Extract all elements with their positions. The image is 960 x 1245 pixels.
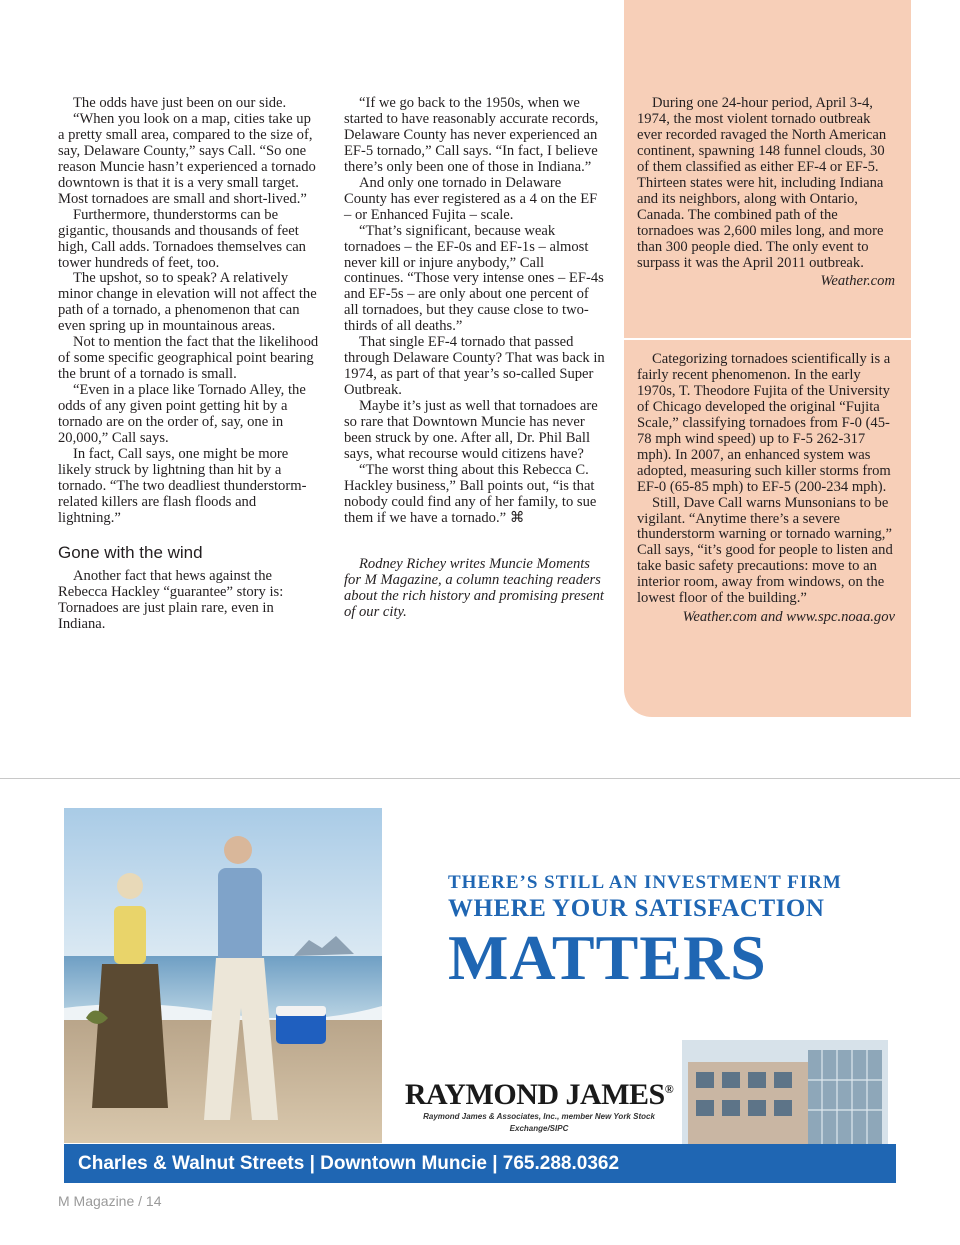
sidebar-block-fujita-scale	[637, 352, 895, 626]
ad-headline-matters: MATTERS	[448, 922, 767, 993]
ad-headline-line-2: WHERE YOUR SATISFACTION	[448, 895, 825, 922]
paragraph: That single EF-4 tornado that passed through Delaware County? That was back in 1974, as part of that year’s so-called Super Outbreak.	[344, 334, 605, 399]
paragraph: Not to mention the fact that the likelihood of some specific geographical point bearing the brunt of a tornado is small.	[58, 334, 319, 383]
sidebar-box	[624, 0, 911, 717]
paragraph: “The worst thing about this Rebecca C. Hackley business,” Ball points out, “is that nobody could find any of her family, to sue them if we have a tornado.” ⌘	[344, 461, 597, 526]
page-footer: M Magazine / 14	[58, 1193, 162, 1209]
sidebar-divider	[624, 338, 911, 340]
author-byline: Rodney Richey writes Muncie Moments for M Magazine, a column teaching readers about the rich history and promising present of our city.	[344, 555, 604, 620]
paragraph: In fact, Call says, one might be more likely struck by lightning than hit by a tornado. “The two deadliest thunderstorm-related killers are flash floods and lightning.”	[58, 445, 307, 526]
ad-contact-bar: Charles & Walnut Streets | Downtown Muncie | 765.288.0362	[64, 1144, 896, 1183]
sidebar-paragraph: Categorizing tornadoes scientifically is a fairly recent phenomenon. In the early 1970s, T. Theodore Fujita of the University of Chicago developed the original “Fujita Scale,” classifying tornadoes from F-0 (45-78 mph wind speed) up to F-5 262-317 mph). In 2007, an enhanced system was adopted, measuring such killer storms from EF-0 (65-85 mph) to EF-5 (200-234 mph).	[637, 351, 891, 495]
raymond-james-logo	[394, 1073, 684, 1135]
sidebar-paragraph: During one 24-hour period, April 3-4, 1974, the most violent tornado outbreak ever recorded ravaged the North American continent, spawning 148 funnel clouds, 30 of them classified as either EF-4 or EF-5. Thirteen states were hit, including Indiana and its neighbors, along with Ontario, Canada. The combined path of the tornadoes was 2,600 miles long, and more than 300 people died. The only event to surpass it was the April 2011 outbreak.	[637, 95, 887, 271]
ad-headline-line-1: THERE’S STILL AN INVESTMENT FIRM	[448, 872, 842, 893]
paragraph: The odds have just been on our side.	[73, 95, 287, 111]
sidebar-block-super-outbreak	[637, 96, 895, 290]
paragraph: “When you look on a map, cities take up a pretty small area, compared to the size of, say, Delaware County,” says Call. “So one reason Muncie hasn’t experienced a tornado downtown is that it is a very small target. Most tornadoes are small and short-lived.”	[58, 110, 316, 207]
brand-subline: Raymond James & Associates, Inc., member New York Stock Exchange/SIPC	[423, 1112, 655, 1133]
ad-headline	[448, 872, 848, 992]
paragraph: “Even in a place like Tornado Alley, the odds of any given point getting hit by a tornado are on the order of, say, one in 20,000,” Call says.	[58, 382, 306, 447]
office-building-illustration	[682, 1040, 888, 1144]
paragraph: And only one tornado in Delaware County has ever registered as a 4 on the EF – or Enhanced Fujita – scale.	[344, 174, 598, 223]
paragraph: The upshot, so to speak? A relatively minor change in elevation will not affect the path of a tornado, a phenomenon that can even spring up in mountainous areas.	[58, 270, 317, 335]
paragraph: Maybe it’s just as well that tornadoes are so rare that Downtown Muncie has never been struck by one. After all, Dr. Phil Ball says, what recourse would citizens have?	[344, 398, 598, 462]
sidebar-source: Weather.com and www.spc.noaa.gov	[682, 609, 895, 626]
page-divider	[0, 778, 960, 779]
section-subhead: Gone with the wind	[58, 542, 203, 562]
sidebar-paragraph: Still, Dave Call warns Munsonians to be vigilant. “Anytime there’s a severe thunderstorm warning or tornado warning,” Call says, “it’s good for people to listen and take basic safety precautions: move to an interior room, away from windows, on the lowest floor of the building.”	[637, 494, 893, 607]
paragraph: Another fact that hews against the Rebecca Hackley “guarantee” story is: Tornadoes are just plain rare, even in Indiana.	[58, 567, 284, 632]
article-column-1	[58, 96, 320, 633]
paragraph: “That’s significant, because weak tornadoes – the EF-0s and EF-1s – almost never kill or injure anybody,” Call continues. “Those very intense ones – EF-4s and EF-5s – are only about one percent of all tornadoes, but they cause close to two-thirds of all deaths.”	[344, 222, 604, 335]
paragraph: Furthermore, thunderstorms can be gigantic, thousands and thousands of feet high, Call adds. Tornadoes themselves can tower hundreds of feet, too.	[58, 206, 306, 271]
sidebar-source: Weather.com	[820, 273, 895, 290]
beach-couple-photo	[64, 808, 382, 1143]
paragraph: “If we go back to the 1950s, when we started to have reasonably accurate records, Delaware County has never experienced an EF-5 tornado,” Call says. “In fact, I believe there’s only been one of those in Indiana.”	[344, 95, 599, 175]
raymond-james-ad[interactable]	[64, 808, 896, 1183]
article-column-2	[344, 96, 606, 621]
registered-mark: ®	[664, 1082, 674, 1096]
brand-name: RAYMOND JAMES	[404, 1078, 665, 1111]
